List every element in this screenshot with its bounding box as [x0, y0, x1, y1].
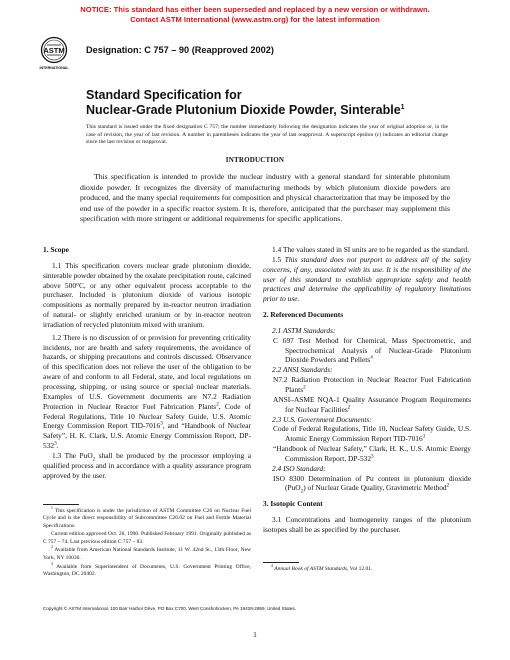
title-line-1: Standard Specification for — [86, 88, 242, 102]
footnote-3-text: Available from Superintendent of Documents, U.S. Government Printing Office, Washington, DC 20402. — [43, 563, 251, 577]
fn-mark: 3 — [160, 420, 163, 427]
ref-n72-text: N7.2 Radiation Protection in Nuclear Reactor Fuel Fabrication Plants — [273, 375, 471, 394]
footnote-1b: Current edition approved Oct. 26, 1990. Published February 1991. Originally published as C 757 – 74. Last previous edition C 757 – 83. — [43, 531, 251, 545]
ref-2-1 — [263, 326, 471, 336]
ref-cfr — [263, 424, 471, 444]
page-number: 1 — [253, 630, 257, 639]
subscript: 2 — [300, 488, 304, 495]
ref-c697-text: C 697 Test Method for Chemical, Mass Spectrometric, and Spectrochemical Analysis of Nuclear-Grade Plutonium Dioxide Powders and Pellets — [273, 335, 471, 365]
para-3-1: 3.1 Concentrations and homogeneity ranges of the plutonium isotopes shall be as specified by the purchaser. — [263, 515, 471, 534]
para-1-3 — [43, 451, 251, 481]
ref-2-3-text: 2.3 U.S. Government Documents: — [272, 414, 372, 424]
referenced-documents-heading: 2. Referenced Documents — [263, 310, 344, 320]
fn-mark: 2 — [51, 545, 53, 550]
title-footnote-mark: 1 — [400, 103, 405, 111]
para-1-2-d: . — [56, 441, 59, 451]
copyright-line: Copyright © ASTM International, 100 Barr Harbor Drive, PO Box C700, West Conshohocken, PA 19428-2959, United States. — [43, 606, 296, 611]
astm-logo-icon — [39, 36, 69, 74]
designation: Designation: C 757 – 90 (Reapproved 2002) — [86, 45, 274, 55]
footnotes-left — [43, 508, 251, 580]
para-1-4: 1.4 The values stated in SI units are to be regarded as the standard. — [272, 245, 470, 254]
footnote-4-title: Annual Book of ASTM Standards — [274, 566, 348, 572]
fn-mark: 4 — [271, 564, 273, 569]
ref-2-3 — [263, 415, 471, 425]
footnote-2 — [43, 547, 251, 562]
fn-mark: 3 — [371, 453, 374, 460]
right-column — [263, 245, 471, 535]
title-text: Nuclear-Grade Plutonium Dioxide Powder, Sinterable — [86, 102, 401, 117]
svg-text:ASTM: ASTM — [43, 46, 65, 55]
para-1-2-b: , Code of Federal Regulations, Title 10 Nuclear Safety Guide, U.S. Atomic Energy Commission Report TID-7016 — [43, 401, 251, 431]
ref-2-2 — [263, 365, 471, 375]
ref-iso — [263, 474, 471, 494]
footnote-4-vol: , Vol 12.01. — [347, 566, 373, 572]
fn-mark: 2 — [303, 384, 306, 391]
notice-line-2: Contact ASTM International (www.astm.org) for the latest information — [130, 14, 380, 24]
para-1-2 — [43, 333, 251, 451]
scope-heading: 1. Scope — [43, 245, 69, 254]
fn-mark: 2 — [446, 482, 450, 489]
footnote-divider — [43, 504, 79, 505]
ref-iso-b: ) of Nuclear Grade Quality, Gravimetric Method — [303, 483, 447, 493]
ref-2-4-text: 2.4 ISO Standard: — [272, 463, 326, 473]
footnote-4 — [263, 566, 471, 573]
para-1-2-a: 1.2 There is no discussion of or provision for preventing criticality incidents, nor are health and safety requirements, the avoidance of hazards, or shipping precautions and controls discussed. Observance of this specification does not relieve the user of the obligation to be aware of and conform to all Federal, state, and local regulations on processing, shipping, or using source or special nuclear materials. Examples of U.S. Government documents are N7.2 Radiation Protection in Nuclear Reactor Fuel Fabrication Plants — [43, 332, 251, 411]
ref-handbook-text: “Handbook of Nuclear Safety,” Clark, H. K., U.S. Atomic Energy Commission Report, DP-532 — [273, 444, 471, 463]
footnotes-right — [263, 566, 471, 575]
para-1-5 — [263, 255, 471, 304]
withdrawal-notice — [0, 5, 510, 24]
issued-note: This standard is issued under the fixed designation C 757; the number immediately following the designation indicates the year of original adoption or, in the case of revision, the year of last revision. A number in parentheses indicates the year of last reapproval. A superscript epsilon (ε) indicates an editorial change since the last revision or reapproval. — [86, 124, 448, 146]
notice-line-1: NOTICE: This standard has either been superseded and replaced by a new version or withdrawn. — [80, 5, 430, 14]
isotopic-content-heading: 3. Isotopic Content — [263, 499, 323, 509]
ref-nqa-text: ANSI–ASME NQA-1 Quality Assurance Program Requirements for Nuclear Facilities — [273, 394, 471, 414]
para-1-3-a: 1.3 The PuO — [52, 450, 93, 460]
title-line-2 — [86, 103, 405, 118]
footnote-1-text: This specification is under the jurisdiction of ASTM Committee C26 on Nuclear Fuel Cycle and is the direct responsibility of Subcommittee C26.02 on Fuel and Fertile Material Specifications. — [43, 508, 251, 529]
svg-text:INTERNATIONAL: INTERNATIONAL — [39, 66, 69, 70]
fn-mark: 3 — [54, 440, 57, 447]
footnote-2-text: Available from American National Standards Institute, 11 W. 42nd St., 13th Floor, New York, NY 10036. — [43, 547, 252, 561]
fn-mark: 1 — [51, 506, 53, 511]
footnote-divider — [263, 562, 299, 563]
introduction-heading: INTRODUCTION — [225, 156, 285, 164]
ref-handbook — [263, 444, 471, 464]
fn-mark: 3 — [51, 561, 53, 566]
subscript: 2 — [92, 456, 96, 463]
fn-mark: 4 — [370, 354, 373, 361]
para-1-2-c: , and “Handbook of Nuclear Safety”, H. K. Clark, U.S. Atomic Energy Commission Report, DP-532 — [43, 421, 251, 451]
ref-2-2-text: 2.2 ANSI Standards: — [272, 365, 333, 375]
fn-mark: 2 — [216, 401, 219, 408]
fn-mark: 2 — [347, 404, 351, 411]
ref-2-1-text: 2.1 ASTM Standards: — [272, 325, 336, 335]
footnote-1 — [43, 508, 251, 530]
para-1-5-text: This standard does not purport to address all of the safety concerns, if any, associated with its use. It is the responsibility of the user of this standard to establish appropriate safety and health practices and determine the applicability of regulatory limitations prior to use. — [263, 254, 471, 304]
ref-cfr-text: Code of Federal Regulations, Title 10, Nuclear Safety Guide, U.S. Atomic Energy Commission Report TID-7016 — [273, 424, 471, 444]
ref-2-4 — [263, 464, 471, 474]
ref-iso-a: ISO 8300 Determination of Pu content in plutonium dioxide (PuO — [273, 473, 471, 493]
ref-c697 — [263, 336, 471, 366]
para-1-5-num: 1.5 — [272, 254, 285, 264]
para-1-1: 1.1 This specification covers nuclear grade plutonium dioxide, sinterable powder obtained by the oxalate precipitation route, calcined above 500°C, or any other equivalent process acceptable to the purchaser. Included is plutonium dioxide of various isotopic compositions as normally prepared by in-reactor neutron irradiation of natural- or slightly enriched uranium or by in-reactor neutron irradiation of recycled plutonium mixed with uranium. — [43, 260, 251, 329]
ref-nqa — [263, 395, 471, 415]
fn-mark: 3 — [422, 433, 426, 440]
ref-n72 — [263, 375, 471, 395]
left-column — [43, 245, 251, 480]
para-1-3-b: shall be produced by the processor employing a qualified process and in accordance with a quality assurance program approved by the user. — [43, 450, 251, 480]
introduction-text: This specification is intended to provide the nuclear industry with a general standard for sinterable plutonium dioxide powder. It recognizes the diversity of manufacturing methods by which plutonium dioxide powders are produced, and the many special requirements for composition and physical characterization that may be imposed by the end use of the powder in a specific reactor system. It is, therefore, anticipated that the purchaser may supplement this specification with more stringent or additional requirements for specific applications. — [80, 172, 450, 224]
document-title — [86, 88, 405, 117]
footnote-3 — [43, 561, 251, 579]
